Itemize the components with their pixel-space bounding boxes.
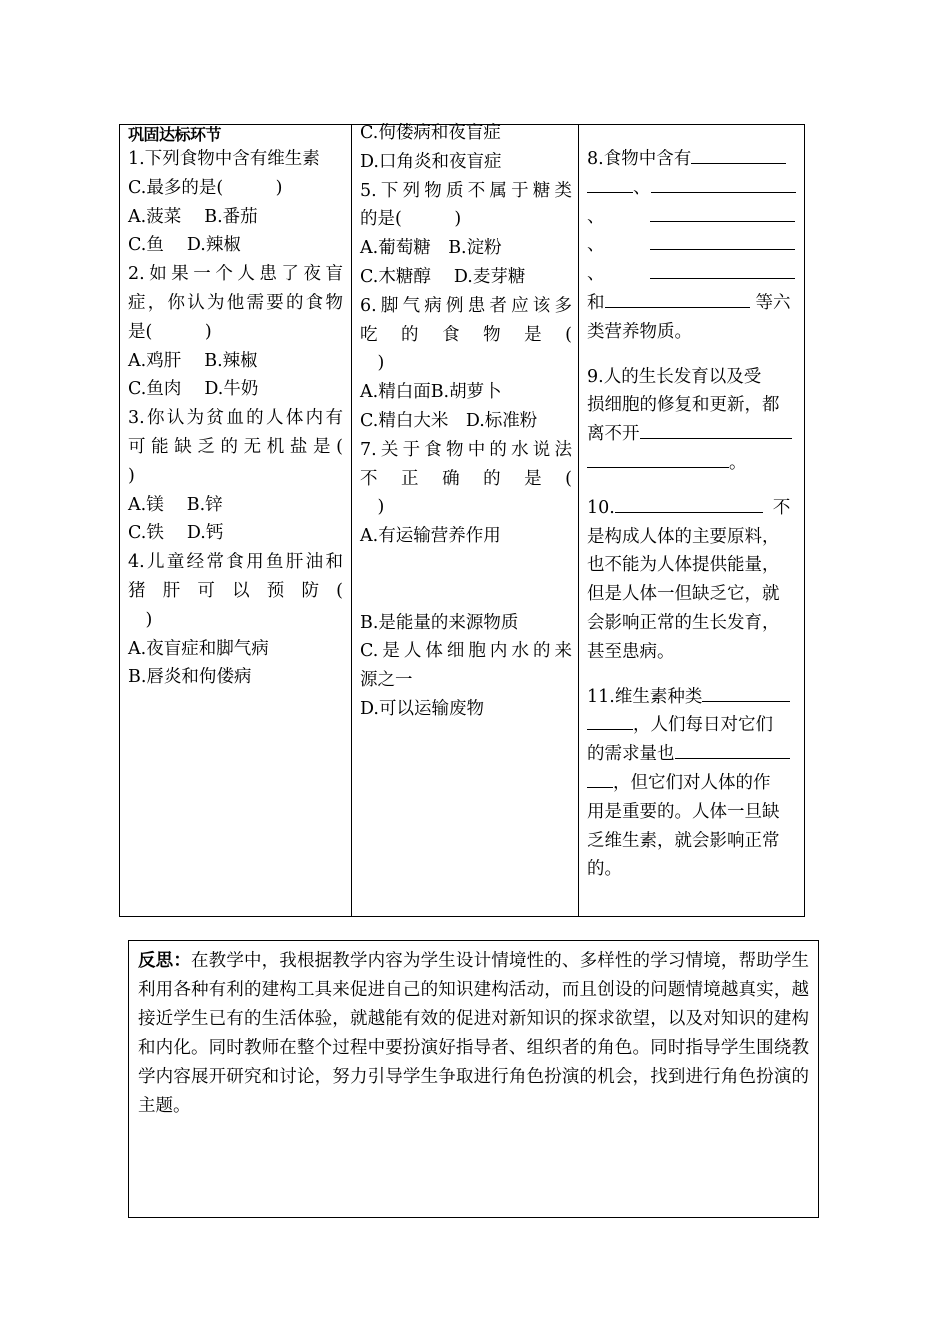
text-line: B.唇炎和佝偻病: [128, 667, 252, 688]
reflection-text: 在教学中，我根据教学内容为学生设计情境性的、多样性的学习情境，帮助学生利用各种有利的建构工具来促进自己的知识建构活动，而且创设的问题情境越真实，越接近学生已有的生活体验，就越能有效的促进对新知识的探求欲望，以及对知识的建构和内化。同时教师在整个过程中要扮演好指导者、组织者的角色。同时指导学生围绕教学内容展开研究和讨论，努力引导学生争取进行角色扮演的机会，找到进行角色扮演的主题。: [138, 951, 810, 1116]
text-line: 可能缺乏的无机盐是(: [128, 436, 343, 457]
exercise-column-2: [352, 125, 579, 916]
q11-text: 乏维生素，就会影响正常: [587, 830, 780, 851]
text-line: D.可以运输废物: [360, 698, 484, 719]
text-line: 3.你认为贫血的人体内有: [128, 408, 343, 429]
answer-blank: [702, 685, 790, 702]
q11-text: 的需求量也: [587, 744, 675, 765]
text-line: C.最多的是( ): [128, 177, 283, 198]
answer-blank: [650, 262, 795, 279]
text-line: C.佝偻病和夜盲症: [360, 123, 501, 143]
text-line: 猪肝可以预防(: [128, 580, 343, 601]
text-line: ): [360, 497, 385, 518]
reflection-box: [128, 940, 819, 1218]
answer-blank: [587, 176, 633, 193]
text-line: A.夜盲症和脚气病: [128, 638, 269, 659]
answer-blank: [587, 713, 633, 730]
text-line: C.精白大米 D.标准粉: [360, 410, 538, 431]
q8-text: 8.食物中含有: [587, 149, 692, 169]
question-9: [587, 363, 800, 478]
text-line: 5.下列物质不属于糖类: [360, 180, 572, 201]
question-8: [587, 145, 800, 347]
section-title: 巩固达标环节: [128, 125, 222, 144]
q8-text: 、: [633, 177, 651, 198]
question-11: [587, 683, 800, 885]
q10-text: 也不能为人体提供能量，: [587, 555, 780, 576]
text-line: [360, 580, 572, 609]
q10-text: 10.: [587, 497, 615, 518]
q10-text: 是构成人体的主要原料，: [587, 526, 780, 547]
text-line: 源之一: [360, 670, 413, 691]
q11-text: 的。: [587, 859, 622, 880]
text-line: 7.关于食物中的水说法: [360, 439, 572, 460]
q8-text: 类营养物质。: [587, 321, 692, 342]
answer-blank: [587, 771, 613, 788]
q8-text: 、: [587, 264, 605, 285]
question-lines-col1: [128, 145, 343, 692]
text-line: B.是能量的来源物质: [360, 612, 519, 633]
text-line: A.精白面B.胡萝卜: [360, 382, 502, 403]
q8-text: 、: [587, 235, 605, 256]
answer-blank: [675, 742, 790, 759]
text-line: 的是( ): [360, 209, 462, 230]
text-line: 6.脚气病例患者应该多: [360, 295, 572, 316]
text-line: C.是人体细胞内水的来: [360, 641, 572, 662]
answer-blank: [691, 147, 786, 164]
reflection-label: 反思：: [138, 951, 191, 971]
q10-text: 甚至患病。: [587, 641, 675, 662]
answer-blank: [640, 422, 792, 439]
reflection-paragraph: [138, 947, 809, 1121]
q10-text: 但是人体一但缺乏它，就: [587, 584, 780, 605]
text-line: 2.如果一个人患了夜盲: [128, 264, 343, 285]
text-line: A.菠菜 B.番茄: [128, 206, 258, 227]
text-line: ): [128, 609, 153, 630]
q10-text: 不: [772, 497, 791, 518]
text-line: D.口角炎和夜盲症: [360, 151, 502, 172]
answer-blank: [615, 496, 763, 513]
text-line: 1.下列食物中含有维生素: [128, 149, 320, 169]
answer-blank: [587, 451, 729, 468]
text-line: A.葡萄糖 B.淀粉: [360, 238, 502, 259]
q11-text: 用是重要的。人体一旦缺: [587, 801, 780, 822]
text-line: A.有运输营养作用: [360, 526, 501, 547]
text-line: A.鸡肝 B.辣椒: [128, 350, 258, 371]
text-line: [360, 551, 572, 580]
exercise-column-3: [579, 125, 806, 916]
text-line: 吃的食物是(: [360, 324, 572, 345]
q8-text: 和: [587, 292, 605, 313]
text-line: 4.儿童经常食用鱼肝油和: [128, 552, 343, 573]
q10-text: 会影响正常的生长发育，: [587, 612, 780, 633]
text-line: 不正确的是(: [360, 468, 572, 489]
text-line: ): [128, 465, 135, 486]
question-lines-col2: [360, 119, 572, 724]
q11-text: ，但它们对人体的作: [613, 772, 771, 793]
text-line: 是( ): [128, 321, 212, 342]
text-line: ): [360, 353, 385, 374]
q11-text: ，人们每日对它们: [633, 715, 773, 736]
text-line: C.鱼 D.辣椒: [128, 235, 241, 256]
answer-blank: [605, 291, 750, 308]
q9-text: 离不开: [587, 424, 640, 445]
text-line: 症，你认为他需要的食物: [128, 292, 343, 313]
answer-blank: [650, 233, 795, 250]
q9-text: 9.人的生长发育以及受: [587, 366, 762, 387]
text-line: C.铁 D.钙: [128, 523, 224, 544]
question-10: [587, 494, 800, 667]
exercise-column-1: [120, 125, 352, 916]
text-line: C.鱼肉 D.牛奶: [128, 379, 259, 400]
q9-text: 损细胞的修复和更新，都: [587, 395, 780, 416]
answer-blank: [651, 176, 796, 193]
exercise-table: [119, 124, 805, 917]
q8-text: 、: [587, 206, 605, 227]
q8-text: 等六: [755, 292, 791, 313]
answer-blank: [650, 205, 795, 222]
text-line: A.镁 B.锌: [128, 494, 223, 515]
q9-text: 。: [729, 452, 747, 473]
text-line: C.木糖醇 D.麦芽糖: [360, 266, 526, 287]
q11-text: 11.维生素种类: [587, 686, 703, 707]
